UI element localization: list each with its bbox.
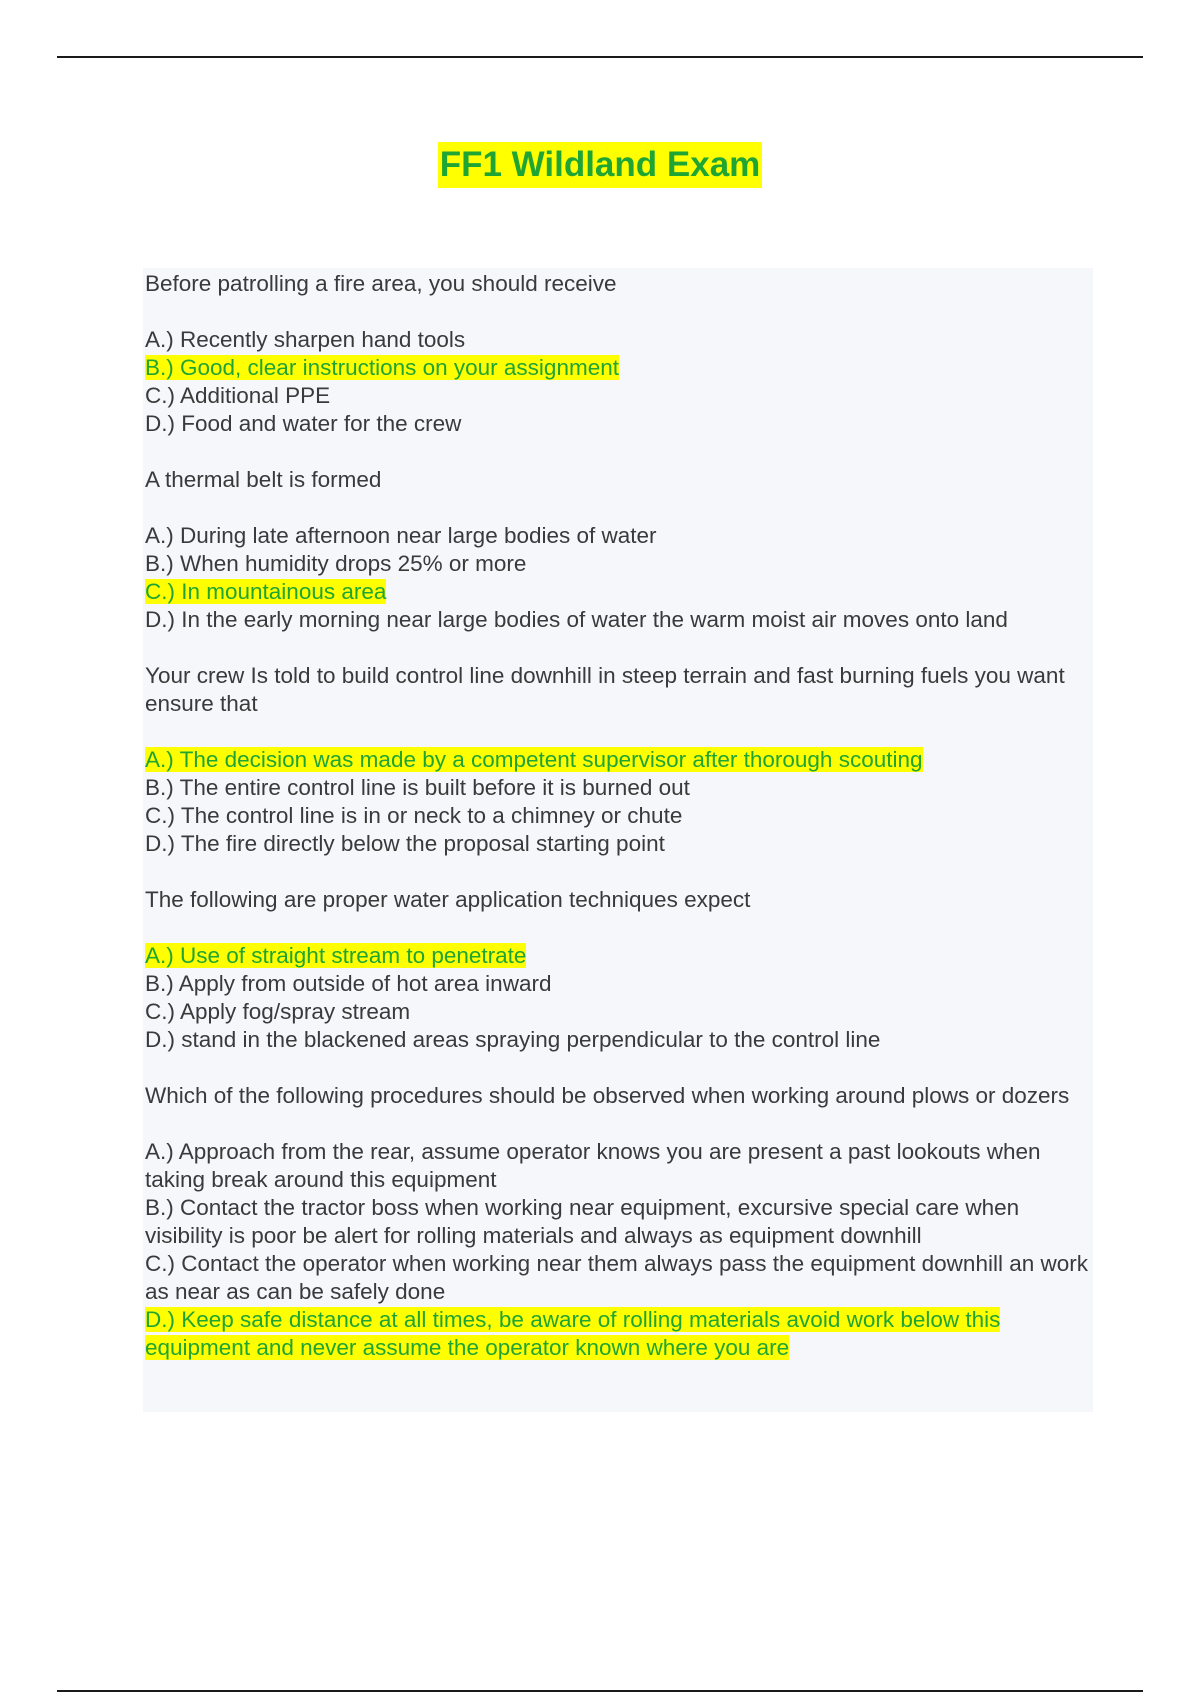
question-block — [145, 466, 1090, 634]
answer-option — [145, 970, 1090, 998]
question-block — [145, 270, 1090, 438]
answer-option-text: B.) Apply from outside of hot area inward — [145, 971, 552, 996]
answer-option — [145, 774, 1090, 802]
answer-option — [145, 410, 1090, 438]
page-title: FF1 Wildland Exam — [438, 142, 763, 188]
answer-option — [145, 550, 1090, 578]
answer-option-text: C.) Additional PPE — [145, 383, 331, 408]
question-block — [145, 662, 1090, 858]
answer-option-correct — [145, 942, 1090, 970]
answer-option-text: C.) In mountainous area — [145, 579, 387, 604]
answer-option-correct — [145, 354, 1090, 382]
question-text: Your crew Is told to build control line downhill in steep terrain and fast burning fuels you want ensure that — [145, 663, 1065, 716]
answer-option — [145, 998, 1090, 1026]
answer-option — [145, 382, 1090, 410]
answer-option-text: D.) In the early morning near large bodies of water the warm moist air moves onto land — [145, 607, 1008, 632]
answer-option-text: A.) The decision was made by a competent supervisor after thorough scouting — [145, 747, 923, 772]
question-text: The following are proper water application techniques expect — [145, 887, 751, 912]
top-rule — [57, 56, 1143, 58]
answer-option-text: C.) Apply fog/spray stream — [145, 999, 411, 1024]
question-block — [145, 1082, 1090, 1362]
answer-option — [145, 802, 1090, 830]
question-block — [145, 886, 1090, 1054]
answer-option — [145, 522, 1090, 550]
answer-option-correct — [145, 578, 1090, 606]
answer-option — [145, 1026, 1090, 1054]
answer-option — [145, 830, 1090, 858]
answer-option-text: C.) The control line is in or neck to a chimney or chute — [145, 803, 683, 828]
answer-option-correct — [145, 1306, 1090, 1362]
question-text: Before patrolling a fire area, you should receive — [145, 271, 617, 296]
title-wrap — [0, 142, 1200, 188]
answer-option-text: C.) Contact the operator when working near them always pass the equipment downhill an work as near as can be safely done — [145, 1251, 1088, 1304]
answer-option-text: D.) Keep safe distance at all times, be aware of rolling materials avoid work below this equipment and never assume the operator known where you are — [145, 1307, 1001, 1360]
question-text: A thermal belt is formed — [145, 467, 382, 492]
answer-option — [145, 1194, 1090, 1250]
answer-option-text: A.) Approach from the rear, assume operator knows you are present a past lookouts when taking break around this equipment — [145, 1139, 1041, 1192]
bottom-rule — [57, 1690, 1143, 1692]
answer-option-text: D.) stand in the blackened areas spraying perpendicular to the control line — [145, 1027, 881, 1052]
question-list — [145, 270, 1090, 1390]
answer-option-text: A.) Recently sharpen hand tools — [145, 327, 466, 352]
answer-option-text: B.) Contact the tractor boss when working near equipment, excursive special care when visibility is poor be alert for rolling materials and always as equipment downhill — [145, 1195, 1020, 1248]
answer-option — [145, 1250, 1090, 1306]
answer-option — [145, 606, 1090, 634]
answer-option-text: D.) The fire directly below the proposal starting point — [145, 831, 665, 856]
answer-option — [145, 1138, 1090, 1194]
answer-option-text: A.) Use of straight stream to penetrate — [145, 943, 527, 968]
question-text: Which of the following procedures should be observed when working around plows or dozers — [145, 1083, 1070, 1108]
answer-option-text: B.) The entire control line is built before it is burned out — [145, 775, 690, 800]
answer-option — [145, 326, 1090, 354]
answer-option-text: B.) When humidity drops 25% or more — [145, 551, 527, 576]
answer-option-text: B.) Good, clear instructions on your assignment — [145, 355, 619, 380]
answer-option-correct — [145, 746, 1090, 774]
answer-option-text: D.) Food and water for the crew — [145, 411, 462, 436]
answer-option-text: A.) During late afternoon near large bodies of water — [145, 523, 657, 548]
